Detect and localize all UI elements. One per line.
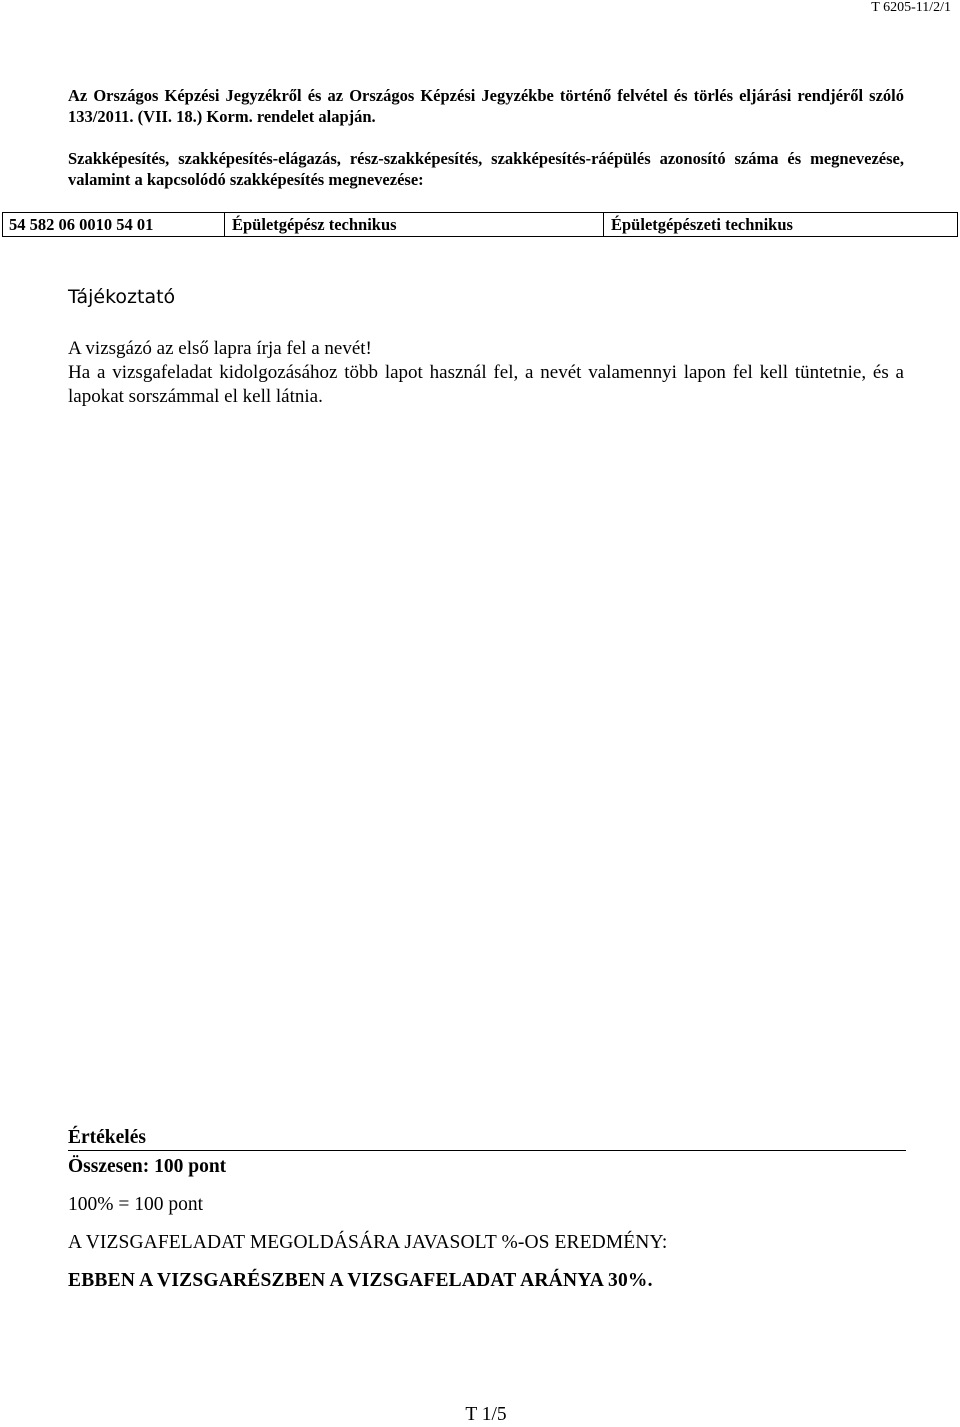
info-title: Tájékoztató xyxy=(68,286,176,308)
qualification-intro: Szakképesítés, szakképesítés-elágazás, rész-szakképesítés, szakképesítés-ráépülés azonosító száma és megnevezése, valamint a kapcsolódó szakképesítés megnevezése: xyxy=(68,149,904,189)
evaluation-percent: 100% = 100 pont xyxy=(68,1194,204,1215)
page-number: T 1/5 xyxy=(465,1404,507,1425)
info-line-sheets: Ha a vizsgafeladat kidolgozásához több lapot használ fel, a nevét valamennyi lapon fel kell tüntetnie, és a lapokat sorszámmal el kell látnia. xyxy=(68,362,904,407)
info-text xyxy=(68,337,904,409)
evaluation-total: Összesen: 100 pont xyxy=(68,1156,227,1177)
qualification-table xyxy=(2,212,958,237)
info-line-name: A vizsgázó az első lapra írja fel a nevét! xyxy=(68,338,372,359)
related-qualification: Épületgépészeti technikus xyxy=(611,214,793,234)
evaluation-ratio: EBBEN A VIZSGARÉSZBEN A VIZSGAFELADAT ARÁNYA 30%. xyxy=(68,1270,653,1291)
document-code: T 6205-11/2/1 xyxy=(871,0,951,15)
qualification-id: 54 582 06 0010 54 01 xyxy=(3,213,225,236)
evaluation-result-label: A VIZSGAFELADAT MEGOLDÁSÁRA JAVASOLT %-OS EREDMÉNY: xyxy=(68,1232,668,1253)
evaluation-title: Értékelés xyxy=(68,1127,906,1151)
qualification-name: Épületgépész technikus xyxy=(225,213,604,236)
legal-reference: Az Országos Képzési Jegyzékről és az Országos Képzési Jegyzékbe történő felvétel és törlés eljárási rendjéről szóló 133/2011. (VII. 18.) Korm. rendelet alapján. xyxy=(68,86,904,126)
